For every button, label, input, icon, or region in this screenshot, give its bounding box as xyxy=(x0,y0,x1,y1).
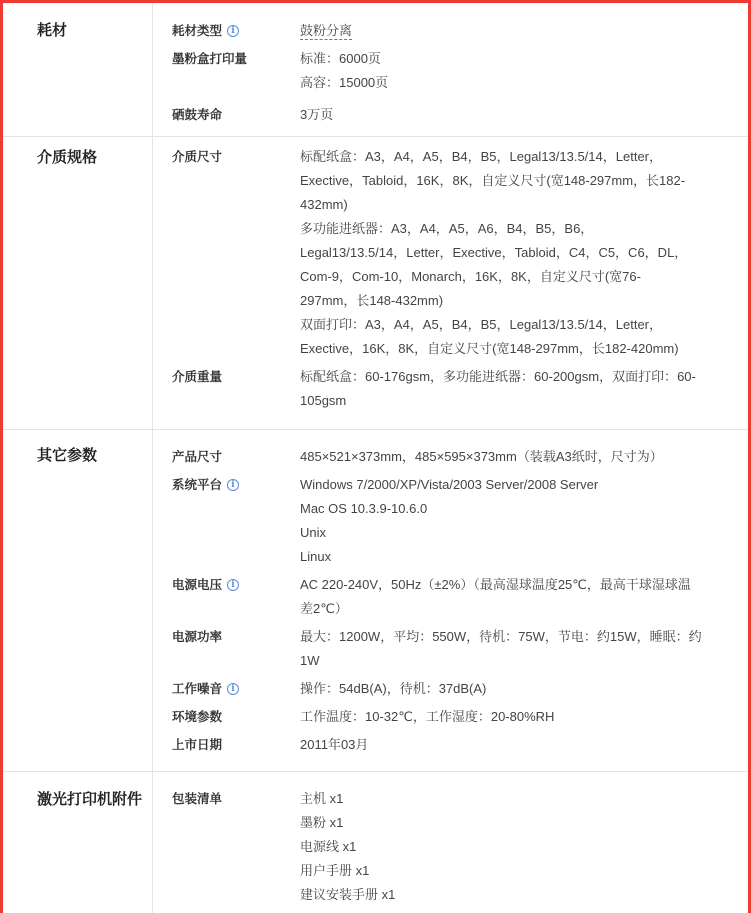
spec-value-line xyxy=(300,811,708,835)
spec-value-line xyxy=(300,217,708,241)
spec-value-line xyxy=(300,71,708,95)
spec-label xyxy=(172,625,300,649)
spec-label xyxy=(172,473,300,497)
value-text: Exective，Tabloid，16K，8K，自定义尺寸(宽148-297mm，长182- xyxy=(300,173,686,188)
spec-label xyxy=(172,573,300,597)
spec-label-text: 包装清单 xyxy=(172,792,223,806)
spec-label-text: 硒鼓寿命 xyxy=(172,108,223,122)
value-text: 双面打印：A3，A4，A5，B4，B5，Legal13/13.5/14，Letter， xyxy=(300,317,663,332)
value-text: 标配纸盒：A3，A4，A5，B4，B5，Legal13/13.5/14，Letter， xyxy=(300,149,663,164)
spec-value xyxy=(300,47,748,95)
value-text: 工作温度：10-32℃，工作湿度：20-80%RH xyxy=(300,709,555,724)
spec-value-line xyxy=(300,389,708,413)
spec-row xyxy=(172,365,748,413)
spec-value-line xyxy=(300,193,708,217)
spec-row xyxy=(172,473,748,569)
spec-value-line xyxy=(300,445,708,469)
value-text: Windows 7/2000/XP/Vista/2003 Server/2008 Server xyxy=(300,477,599,492)
section-body xyxy=(153,430,748,771)
spec-value-line xyxy=(300,545,708,569)
section-title: 激光打印机附件 xyxy=(3,772,153,913)
spec-value-line xyxy=(300,859,708,883)
spec-value-line xyxy=(300,337,708,361)
spec-label xyxy=(172,19,300,43)
value-text: Com-9，Com-10，Monarch，16K，8K，自定义尺寸(宽76- xyxy=(300,269,641,284)
spec-value xyxy=(300,473,748,569)
spec-value-line xyxy=(300,145,708,169)
info-icon[interactable]: i xyxy=(227,25,239,37)
spec-value-line xyxy=(300,47,708,71)
value-text: 用户手册 x1 xyxy=(300,863,370,878)
spec-value xyxy=(300,145,748,361)
value-text: Mac OS 10.3.9-10.6.0 xyxy=(300,501,428,516)
value-text: 墨粉 x1 xyxy=(300,815,344,830)
spec-value-line xyxy=(300,103,708,127)
spec-value xyxy=(300,573,748,621)
value-text: 标准：6000页 xyxy=(300,51,381,66)
value-text: 2011年03月 xyxy=(300,737,369,752)
info-icon[interactable]: i xyxy=(227,683,239,695)
spec-value-line xyxy=(300,733,708,757)
spec-value-line xyxy=(300,365,708,389)
info-icon[interactable]: i xyxy=(227,579,239,591)
spec-table xyxy=(3,3,748,913)
value-text: Linux xyxy=(300,549,332,564)
section-title: 耗材 xyxy=(3,3,153,136)
value-text: 操作：54dB(A)，待机：37dB(A) xyxy=(300,681,487,696)
spec-value xyxy=(300,445,748,469)
spec-value-line xyxy=(300,473,708,497)
spec-row xyxy=(172,145,748,361)
value-text: 432mm) xyxy=(300,197,348,212)
spec-value-line xyxy=(300,625,708,649)
section-title: 其它参数 xyxy=(3,430,153,771)
spec-row xyxy=(172,733,748,757)
section-title: 介质规格 xyxy=(3,137,153,429)
value-text: Exective，16K，8K，自定义尺寸(宽148-297mm，长182-420mm) xyxy=(300,341,679,356)
spec-value-line xyxy=(300,597,708,621)
spec-label xyxy=(172,103,300,127)
section-body xyxy=(153,3,748,136)
value-link[interactable]: 鼓粉分离 xyxy=(300,23,353,38)
spec-section xyxy=(3,430,748,772)
value-text: 105gsm xyxy=(300,393,347,408)
value-text: 主机 x1 xyxy=(300,791,344,806)
value-text: 最大：1200W，平均：550W，待机：75W，节电：约15W，睡眠：约 xyxy=(300,629,702,644)
spec-row xyxy=(172,625,748,673)
spec-label xyxy=(172,365,300,389)
section-body xyxy=(153,137,748,429)
spec-value xyxy=(300,677,748,701)
spec-row xyxy=(172,787,748,907)
value-text: 建议安装手册 x1 xyxy=(300,887,396,902)
spec-value-line xyxy=(300,677,708,701)
value-text: 1W xyxy=(300,653,320,668)
spec-value xyxy=(300,19,748,43)
spec-label-text: 耗材类型 xyxy=(172,24,223,38)
spec-label-text: 墨粉盒打印量 xyxy=(172,52,248,66)
spec-label-text: 上市日期 xyxy=(172,738,223,752)
value-text: 高容：15000页 xyxy=(300,75,389,90)
spec-value-line xyxy=(300,883,708,907)
spec-value-line xyxy=(300,241,708,265)
spec-value-line xyxy=(300,169,708,193)
spec-value-line xyxy=(300,265,708,289)
spec-label-text: 电源电压 xyxy=(172,578,223,592)
spec-label-text: 环境参数 xyxy=(172,710,223,724)
spec-section xyxy=(3,3,748,137)
spec-label-text: 系统平台 xyxy=(172,478,223,492)
spec-label xyxy=(172,47,300,71)
spec-row xyxy=(172,103,748,127)
value-text: 297mm，长148-432mm) xyxy=(300,293,444,308)
spec-value-line xyxy=(300,497,708,521)
spec-row xyxy=(172,573,748,621)
spec-value-line xyxy=(300,521,708,545)
value-text: Legal13/13.5/14，Letter，Exective，Tabloid，C4，C5，C6，DL， xyxy=(300,245,688,260)
spec-value-line xyxy=(300,705,708,729)
spec-section xyxy=(3,137,748,430)
spec-row xyxy=(172,445,748,469)
value-text: 差2℃） xyxy=(300,601,348,616)
spec-label xyxy=(172,445,300,469)
spec-value-line xyxy=(300,313,708,337)
spec-value xyxy=(300,705,748,729)
spec-value xyxy=(300,733,748,757)
spec-value xyxy=(300,103,748,127)
spec-label xyxy=(172,787,300,811)
spec-label-text: 工作噪音 xyxy=(172,682,223,696)
spec-row xyxy=(172,47,748,95)
value-text: 多功能进纸器：A3，A4，A5，A6，B4，B5，B6， xyxy=(300,221,594,236)
spec-row xyxy=(172,19,748,43)
value-text: 3万页 xyxy=(300,107,334,122)
spec-value-line xyxy=(300,289,708,313)
spec-row xyxy=(172,705,748,729)
value-text: AC 220-240V，50Hz（±2%）（最高湿球温度25℃，最高干球湿球温 xyxy=(300,577,691,592)
section-body xyxy=(153,772,748,913)
spec-label xyxy=(172,705,300,729)
spec-label xyxy=(172,733,300,757)
spec-label-text: 介质重量 xyxy=(172,370,223,384)
spec-value-line xyxy=(300,835,708,859)
value-text: 电源线 x1 xyxy=(300,839,357,854)
spec-label-text: 介质尺寸 xyxy=(172,150,223,164)
info-icon[interactable]: i xyxy=(227,479,239,491)
spec-value-line[interactable] xyxy=(300,19,708,43)
spec-label xyxy=(172,145,300,169)
value-text: 标配纸盒：60-176gsm，多功能进纸器：60-200gsm，双面打印：60- xyxy=(300,369,696,384)
spec-value xyxy=(300,787,748,907)
spec-label xyxy=(172,677,300,701)
spec-row xyxy=(172,677,748,701)
spec-value xyxy=(300,365,748,413)
spec-section xyxy=(3,772,748,913)
value-text: Unix xyxy=(300,525,327,540)
value-text: 485×521×373mm，485×595×373mm（装载A3纸时，尺寸为） xyxy=(300,449,663,464)
spec-value-line xyxy=(300,787,708,811)
spec-label-text: 产品尺寸 xyxy=(172,450,223,464)
spec-value-line xyxy=(300,573,708,597)
spec-value xyxy=(300,625,748,673)
spec-label-text: 电源功率 xyxy=(172,630,223,644)
spec-value-line xyxy=(300,649,708,673)
